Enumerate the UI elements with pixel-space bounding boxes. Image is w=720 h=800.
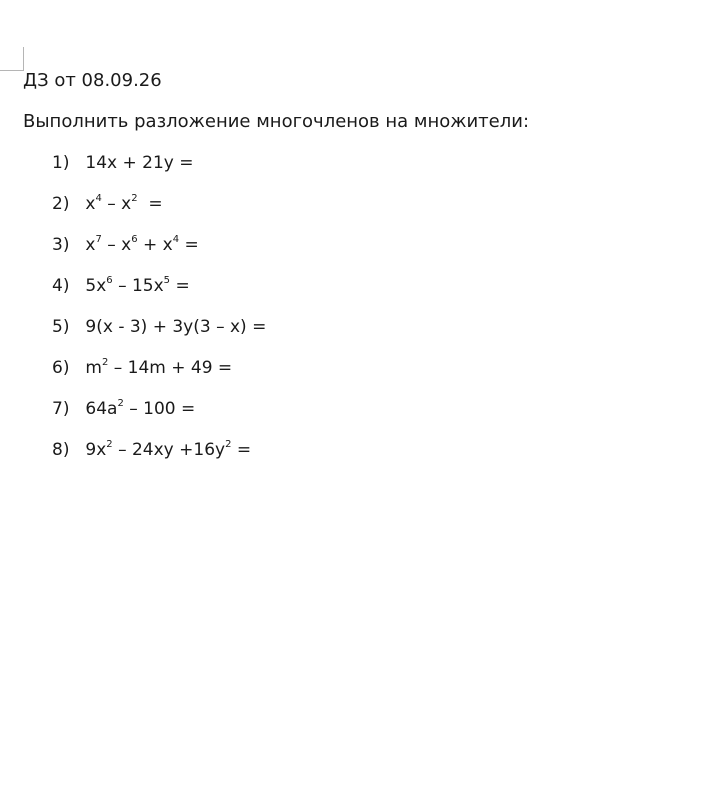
task-expression: $9x^2 - 24xy +16y^2$ = — [85, 439, 252, 460]
task-expression: $x^7 - x^6 + x^4$ = — [85, 234, 199, 255]
task-number: 3) — [52, 235, 70, 255]
task-item-1 — [52, 151, 266, 192]
document-instruction: Выполнить разложение многочленов на множители: — [23, 111, 530, 132]
task-expression: 14x + 21y = — [85, 153, 194, 173]
task-expression: $64a^2 - 100$ = — [85, 398, 196, 419]
document-title: ДЗ от 08.09.26 — [23, 70, 162, 91]
task-item-4 — [52, 274, 266, 315]
task-number: 8) — [52, 440, 70, 460]
task-number: 6) — [52, 358, 70, 378]
page-corner-marker — [0, 47, 24, 71]
task-item-2 — [52, 192, 266, 233]
task-expression: $m^2 - 14m + 49$ = — [85, 357, 233, 378]
task-item-6 — [52, 356, 266, 397]
task-number: 4) — [52, 276, 70, 296]
task-item-8 — [52, 438, 266, 479]
task-item-7 — [52, 397, 266, 438]
task-number: 5) — [52, 317, 70, 337]
task-expression: $5x^6 - 15x^5$ = — [85, 275, 190, 296]
task-expression: 9(x - 3) + 3y(3 – x) = — [85, 317, 267, 337]
task-list — [52, 151, 266, 479]
task-expression: $x^4 - x^2$ = — [85, 193, 163, 214]
task-number: 2) — [52, 194, 70, 214]
task-item-3 — [52, 233, 266, 274]
task-item-5 — [52, 315, 266, 356]
task-number: 1) — [52, 153, 70, 173]
task-number: 7) — [52, 399, 70, 419]
